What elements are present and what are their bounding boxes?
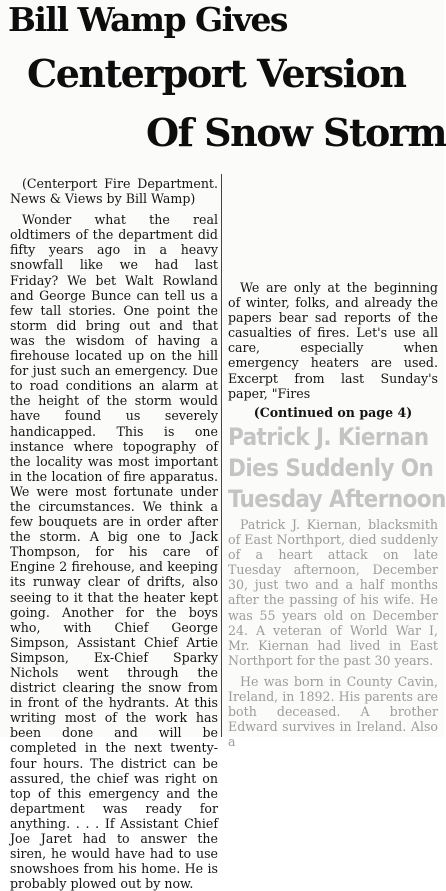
obituary-headline <box>228 422 446 515</box>
continued-notice: (Continued on page 4) <box>253 404 413 420</box>
column-divider <box>221 174 222 737</box>
obituary-text <box>228 517 438 755</box>
article-column-left <box>10 176 218 891</box>
obituary-headline-line-1: Patrick J. Kiernan <box>228 423 429 451</box>
obituary-paragraph-2: He was born in County Cavin, Ireland, in 1892. His parents are both deceased. A brother Edward survives in Ireland. Also a <box>228 673 438 750</box>
article-column-right <box>228 176 438 426</box>
obituary-headline-line-3: Tuesday Afternoon <box>228 485 446 513</box>
headline-line-2: Centerport Version <box>27 51 406 96</box>
main-headline <box>0 0 444 172</box>
article-paragraph-1: Wonder what the real oldtimers of the department did fifty years ago in a heavy snowfall like we had last Friday? We bet Walt Rowland and George Bunce can tell us a few tall stories. One point the storm did bring out and that was the wisdom of having a firehouse located up on the hill for just such an emergency. Due to road conditions an alarm at the height of the storm would have found us severely handicapped. This is one instance where topography of the locality was most important in the location of fire apparatus. We were most fortunate under the circumstances. We think a few bouquets are in order after the storm. A big one to Jack Thompson, for his care of Engine 2 firehouse, and keeping its runway clear of drifts, also seeing to it that the heater kept going. Another for the boys who, with Chief George Simpson, Assistant Chief Artie Simpson, Ex-Chief Sparky Nichols went through the district clearing the snow from in front of the hydrants. At this writing most of the work has been done and will be completed in the next twenty-four hours. The district can be assured, the chief was right on top of this emergency and the department was ready for anything. . . . If Assistant Chief Joe Jaret had to answer the siren, he would have had to use snowshoes from his home. He is probably plowed out by now. <box>10 212 218 891</box>
obituary-headline-line-2: Dies Suddenly On <box>228 454 434 482</box>
article-paragraph-2: We are only at the beginning of winter, folks, and already the papers bear sad reports of the casualties of fires. Let's use all care, especially when emergency heaters are used. Excerpt from last Sunday's paper, "Fires <box>228 280 438 401</box>
obituary-paragraph-1: Patrick J. Kiernan, blacksmith of East Northport, died suddenly of a heart attack on late Tuesday afternoon, December 30, just two and a half months after the passing of his wife. He was 55 years old on December 24. A veteran of World War I, Mr. Kiernan had lived in East Northport for the past 30 years. <box>228 517 439 668</box>
article-byline: (Centerport Fire Department. News & Views by Bill Wamp) <box>10 176 218 207</box>
headline-line-1: Bill Wamp Gives <box>8 0 288 39</box>
headline-line-3: Of Snow Storm <box>146 110 446 155</box>
